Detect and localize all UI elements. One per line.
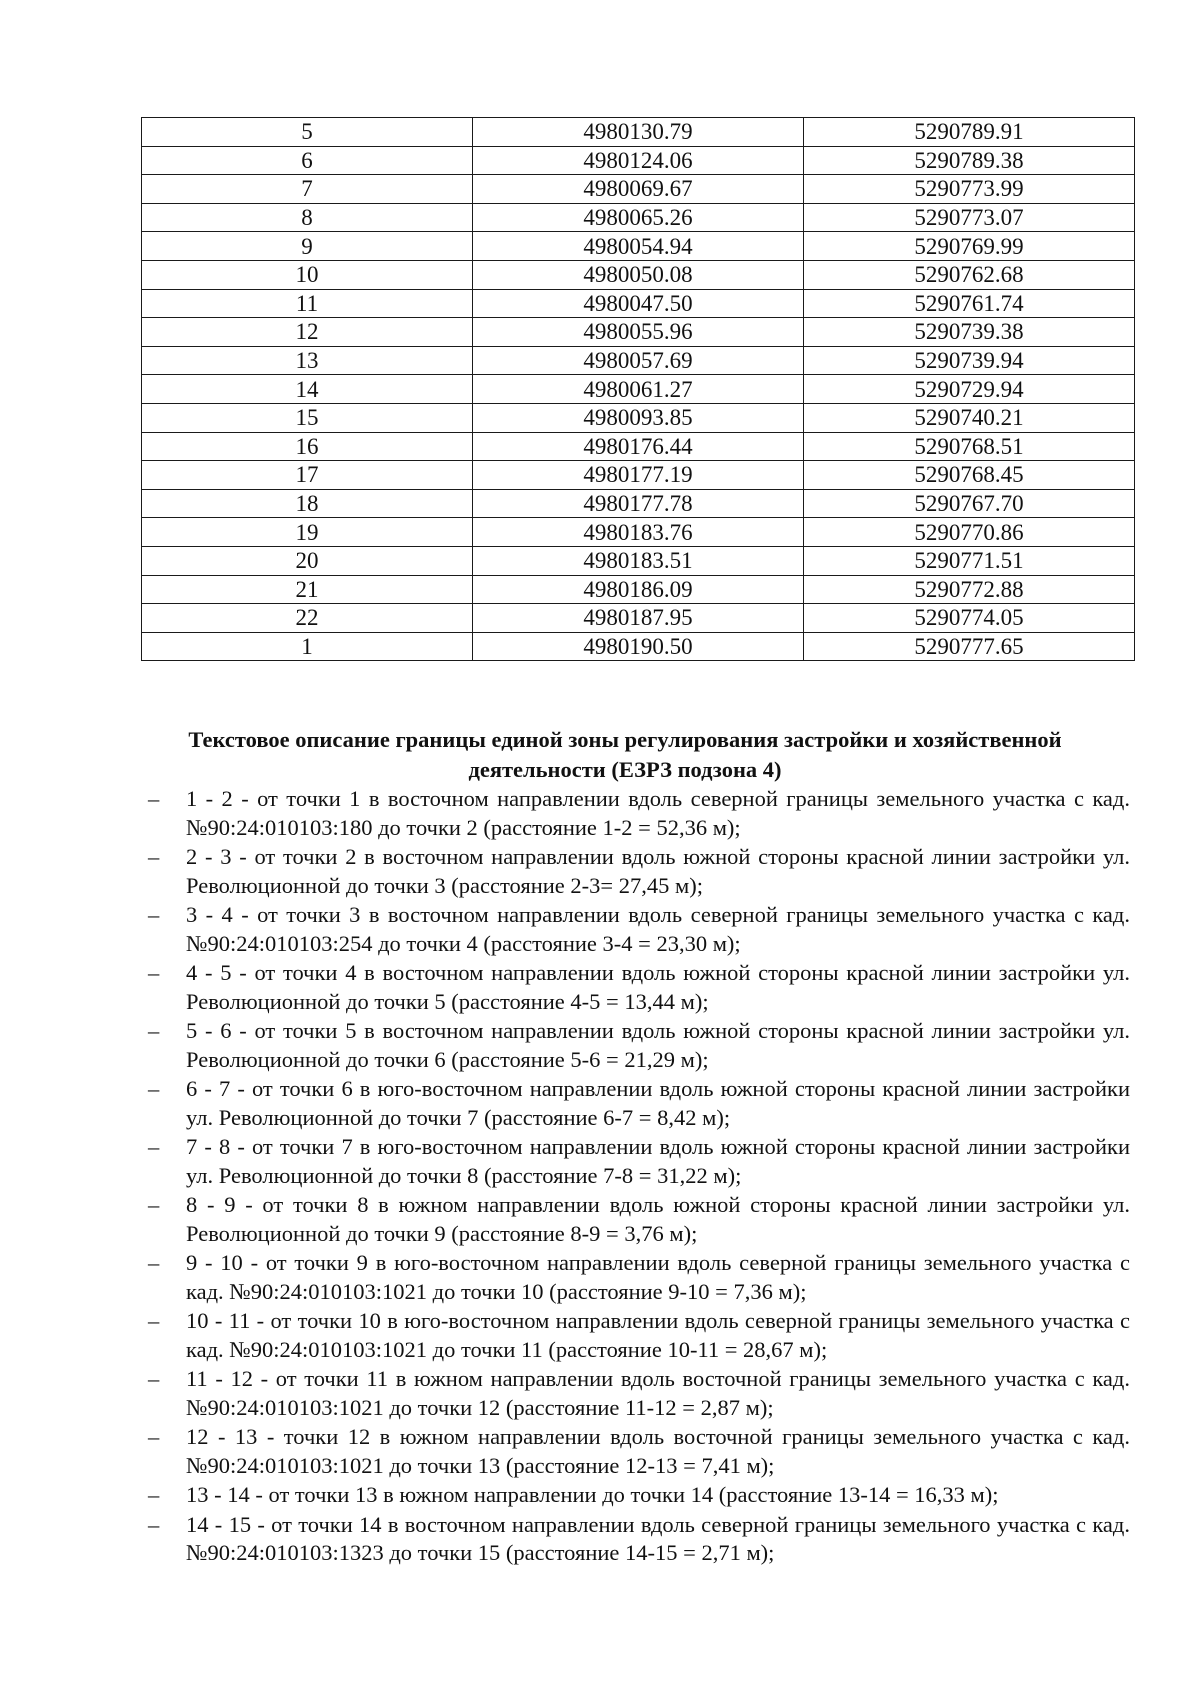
list-item	[140, 1511, 1130, 1568]
x-coordinate-cell: 4980055.96	[473, 318, 804, 347]
table-row	[142, 461, 1135, 490]
list-item-text: 10 - 11 - от точки 10 в юго-восточном направлении вдоль северной границы земельного участка с кад. №90:24:010103:1021 до точки 11 (расстояние 10-11 = 28,67 м);	[186, 1308, 1130, 1362]
boundary-description-list	[140, 785, 1130, 1569]
list-bullet-dash: –	[148, 1076, 160, 1101]
x-coordinate-cell: 4980177.19	[473, 461, 804, 490]
section-heading-line-2: деятельности (ЕЗРЗ подзона 4)	[468, 757, 782, 782]
point-number-cell: 18	[142, 489, 473, 518]
list-item	[140, 1249, 1130, 1306]
table-row	[142, 575, 1135, 604]
list-bullet-dash: –	[148, 1192, 160, 1217]
table-row	[142, 632, 1135, 661]
y-coordinate-cell: 5290773.07	[804, 203, 1135, 232]
section-heading	[130, 725, 1120, 785]
x-coordinate-cell: 4980190.50	[473, 632, 804, 661]
y-coordinate-cell: 5290771.51	[804, 546, 1135, 575]
x-coordinate-cell: 4980093.85	[473, 403, 804, 432]
table-row	[142, 289, 1135, 318]
y-coordinate-cell: 5290761.74	[804, 289, 1135, 318]
list-item-text: 8 - 9 - от точки 8 в южном направлении вдоль южной стороны красной линии застройки ул. Революционной до точки 9 (расстояние 8-9 = 3,76 м);	[186, 1192, 1130, 1246]
x-coordinate-cell: 4980050.08	[473, 260, 804, 289]
point-number-cell: 7	[142, 175, 473, 204]
section-heading-line-1: Текстовое описание границы единой зоны регулирования застройки и хозяйственной	[188, 727, 1062, 752]
y-coordinate-cell: 5290772.88	[804, 575, 1135, 604]
table-row	[142, 203, 1135, 232]
list-item-text: 7 - 8 - от точки 7 в юго-восточном направлении вдоль южной стороны красной линии застройки ул. Революционной до точки 8 (расстояние 7-8 = 31,22 м);	[186, 1134, 1130, 1188]
list-bullet-dash: –	[148, 1250, 160, 1275]
y-coordinate-cell: 5290768.45	[804, 461, 1135, 490]
list-item	[140, 843, 1130, 900]
x-coordinate-cell: 4980069.67	[473, 175, 804, 204]
point-number-cell: 15	[142, 403, 473, 432]
point-number-cell: 14	[142, 375, 473, 404]
point-number-cell: 1	[142, 632, 473, 661]
table-row	[142, 403, 1135, 432]
table-row	[142, 118, 1135, 147]
x-coordinate-cell: 4980177.78	[473, 489, 804, 518]
y-coordinate-cell: 5290729.94	[804, 375, 1135, 404]
table-row	[142, 175, 1135, 204]
list-item	[140, 1017, 1130, 1074]
point-number-cell: 6	[142, 146, 473, 175]
point-number-cell: 5	[142, 118, 473, 147]
list-item	[140, 1481, 1130, 1510]
x-coordinate-cell: 4980187.95	[473, 604, 804, 633]
table-row	[142, 375, 1135, 404]
table-row	[142, 604, 1135, 633]
y-coordinate-cell: 5290740.21	[804, 403, 1135, 432]
table-row	[142, 546, 1135, 575]
y-coordinate-cell: 5290769.99	[804, 232, 1135, 261]
point-number-cell: 21	[142, 575, 473, 604]
list-item	[140, 901, 1130, 958]
point-number-cell: 10	[142, 260, 473, 289]
x-coordinate-cell: 4980061.27	[473, 375, 804, 404]
point-number-cell: 11	[142, 289, 473, 318]
list-bullet-dash: –	[148, 786, 160, 811]
y-coordinate-cell: 5290768.51	[804, 432, 1135, 461]
list-item-text: 13 - 14 - от точки 13 в южном направлении до точки 14 (расстояние 13-14 = 16,33 м);	[186, 1482, 999, 1507]
list-item-text: 14 - 15 - от точки 14 в восточном направлении вдоль северной границы земельного участка с кад. №90:24:010103:1323 до точки 15 (расстояние 14-15 = 2,71 м);	[186, 1511, 1130, 1565]
table-row	[142, 146, 1135, 175]
list-item	[140, 785, 1130, 842]
x-coordinate-cell: 4980054.94	[473, 232, 804, 261]
coordinates-table	[141, 117, 1135, 661]
list-item-text: 1 - 2 - от точки 1 в восточном направлении вдоль северной границы земельного участка с кад. №90:24:010103:180 до точки 2 (расстояние 1-2 = 52,36 м);	[186, 786, 1130, 840]
x-coordinate-cell: 4980183.51	[473, 546, 804, 575]
point-number-cell: 19	[142, 518, 473, 547]
x-coordinate-cell: 4980176.44	[473, 432, 804, 461]
table-row	[142, 432, 1135, 461]
point-number-cell: 20	[142, 546, 473, 575]
list-item	[140, 1191, 1130, 1248]
list-item	[140, 1365, 1130, 1422]
list-item-text: 2 - 3 - от точки 2 в восточном направлении вдоль южной стороны красной линии застройки ул. Революционной до точки 3 (расстояние 2-3= 27,45 м);	[186, 844, 1130, 898]
list-item	[140, 1307, 1130, 1364]
list-bullet-dash: –	[148, 1482, 160, 1507]
list-bullet-dash: –	[148, 1511, 160, 1537]
list-item-text: 11 - 12 - от точки 11 в южном направлении вдоль восточной границы земельного участка с кад. №90:24:010103:1021 до точки 12 (расстояние 11-12 = 2,87 м);	[186, 1366, 1130, 1420]
x-coordinate-cell: 4980130.79	[473, 118, 804, 147]
x-coordinate-cell: 4980186.09	[473, 575, 804, 604]
list-item-text: 12 - 13 - точки 12 в южном направлении вдоль восточной границы земельного участка с кад. №90:24:010103:1021 до точки 13 (расстояние 12-13 = 7,41 м);	[186, 1424, 1130, 1478]
x-coordinate-cell: 4980065.26	[473, 203, 804, 232]
list-bullet-dash: –	[148, 1134, 160, 1159]
list-bullet-dash: –	[148, 960, 160, 985]
y-coordinate-cell: 5290789.91	[804, 118, 1135, 147]
y-coordinate-cell: 5290739.38	[804, 318, 1135, 347]
coordinates-table-body	[142, 118, 1135, 661]
table-row	[142, 232, 1135, 261]
y-coordinate-cell: 5290774.05	[804, 604, 1135, 633]
y-coordinate-cell: 5290762.68	[804, 260, 1135, 289]
y-coordinate-cell: 5290777.65	[804, 632, 1135, 661]
y-coordinate-cell: 5290767.70	[804, 489, 1135, 518]
list-bullet-dash: –	[148, 1424, 160, 1449]
table-row	[142, 518, 1135, 547]
table-row	[142, 260, 1135, 289]
list-bullet-dash: –	[148, 844, 160, 869]
point-number-cell: 16	[142, 432, 473, 461]
y-coordinate-cell: 5290770.86	[804, 518, 1135, 547]
list-item-text: 6 - 7 - от точки 6 в юго-восточном направлении вдоль южной стороны красной линии застройки ул. Революционной до точки 7 (расстояние 6-7 = 8,42 м);	[186, 1076, 1130, 1130]
point-number-cell: 12	[142, 318, 473, 347]
point-number-cell: 9	[142, 232, 473, 261]
list-item	[140, 1075, 1130, 1132]
list-item-text: 3 - 4 - от точки 3 в восточном направлении вдоль северной границы земельного участка с кад. №90:24:010103:254 до точки 4 (расстояние 3-4 = 23,30 м);	[186, 902, 1130, 956]
list-item-text: 9 - 10 - от точки 9 в юго-восточном направлении вдоль северной границы земельного участка с кад. №90:24:010103:1021 до точки 10 (расстояние 9-10 = 7,36 м);	[186, 1250, 1130, 1304]
x-coordinate-cell: 4980124.06	[473, 146, 804, 175]
list-bullet-dash: –	[148, 902, 160, 927]
table-row	[142, 318, 1135, 347]
list-item	[140, 1133, 1130, 1190]
x-coordinate-cell: 4980183.76	[473, 518, 804, 547]
list-item	[140, 1423, 1130, 1480]
list-bullet-dash: –	[148, 1366, 160, 1391]
point-number-cell: 22	[142, 604, 473, 633]
list-item-text: 4 - 5 - от точки 4 в восточном направлении вдоль южной стороны красной линии застройки ул. Революционной до точки 5 (расстояние 4-5 = 13,44 м);	[186, 960, 1130, 1014]
y-coordinate-cell: 5290739.94	[804, 346, 1135, 375]
x-coordinate-cell: 4980047.50	[473, 289, 804, 318]
x-coordinate-cell: 4980057.69	[473, 346, 804, 375]
list-bullet-dash: –	[148, 1018, 160, 1043]
list-bullet-dash: –	[148, 1308, 160, 1333]
list-item-text: 5 - 6 - от точки 5 в восточном направлении вдоль южной стороны красной линии застройки ул. Революционной до точки 6 (расстояние 5-6 = 21,29 м);	[186, 1018, 1130, 1072]
point-number-cell: 13	[142, 346, 473, 375]
y-coordinate-cell: 5290773.99	[804, 175, 1135, 204]
y-coordinate-cell: 5290789.38	[804, 146, 1135, 175]
table-row	[142, 346, 1135, 375]
list-item	[140, 959, 1130, 1016]
point-number-cell: 17	[142, 461, 473, 490]
point-number-cell: 8	[142, 203, 473, 232]
table-row	[142, 489, 1135, 518]
